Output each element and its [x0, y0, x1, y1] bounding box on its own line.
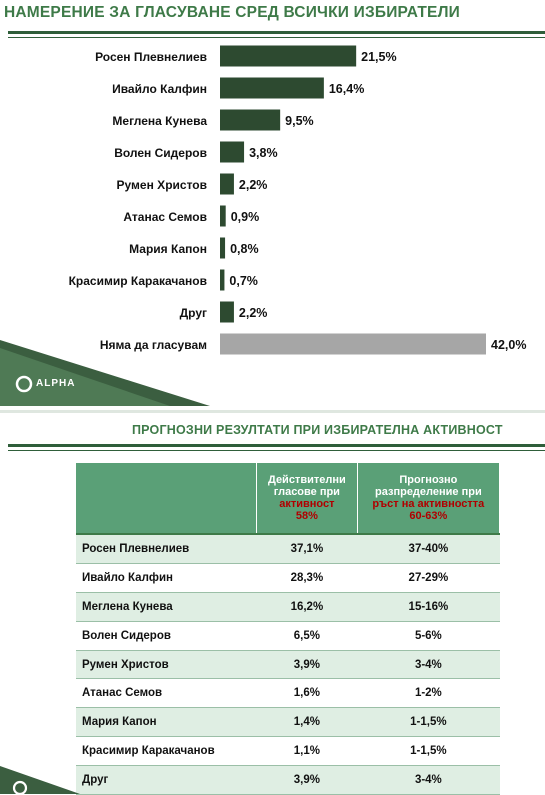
row-actual: 16,2% [257, 592, 358, 621]
value-label: 9,5% [285, 114, 314, 128]
value-label: 0,9% [230, 210, 260, 224]
header-actual [257, 463, 358, 534]
header-forecast [357, 463, 499, 534]
row-forecast: 27-29% [357, 563, 499, 592]
header-empty-cell [76, 463, 257, 534]
header-forecast-line4: 60-63% [409, 510, 448, 522]
row-forecast: 1-2% [357, 679, 499, 708]
row-actual: 6,5% [257, 621, 358, 650]
header-forecast-line1: Прогнозно [399, 474, 458, 486]
title-divider-thick [8, 31, 545, 34]
bar [220, 46, 356, 67]
bar [220, 206, 226, 227]
table-row [76, 708, 500, 737]
table-row [76, 737, 500, 766]
table-row [76, 563, 500, 592]
row-forecast: 3-4% [357, 650, 499, 679]
value-label: 2,2% [238, 178, 268, 192]
table-header-row [76, 463, 500, 534]
value-label: 2,2% [238, 306, 268, 320]
bar [220, 78, 324, 99]
row-forecast: 1-1,5% [357, 708, 499, 737]
bar [220, 142, 244, 163]
section-divider-thick [0, 410, 545, 413]
category-label: Волен Сидеров [114, 146, 207, 160]
row-actual: 37,1% [257, 534, 358, 563]
row-forecast: 5-6% [357, 621, 499, 650]
row-name: Атанас Семов [76, 679, 257, 708]
logo-text: ALPHA [36, 378, 76, 389]
forecast-divider-thin [8, 450, 545, 451]
row-name: Меглена Кунева [76, 592, 257, 621]
row-actual: 28,3% [257, 563, 358, 592]
value-label: 3,8% [249, 146, 278, 160]
bar [220, 302, 234, 323]
row-actual: 3,9% [257, 766, 358, 795]
value-label: 42,0% [491, 338, 527, 352]
chart-title: НАМЕРЕНИЕ ЗА ГЛАСУВАНЕ СРЕД ВСИЧКИ ИЗБИРАТЕЛИ [4, 4, 460, 21]
table-row [76, 621, 500, 650]
table-row [76, 650, 500, 679]
row-name: Мария Капон [76, 708, 257, 737]
header-actual-line4: 58% [295, 510, 318, 522]
vote-intention-chart [0, 40, 545, 370]
row-forecast: 3-4% [357, 766, 499, 795]
table-row [76, 766, 500, 795]
category-label: Атанас Семов [123, 210, 207, 224]
category-label: Мария Капон [129, 242, 207, 256]
row-name: Друг [76, 766, 257, 795]
category-label: Росен Плевнелиев [95, 50, 207, 64]
bar [220, 238, 225, 259]
row-name: Красимир Каракачанов [76, 737, 257, 766]
forecast-table [76, 463, 500, 795]
table-row [76, 534, 500, 563]
header-forecast-line3: ръст на активността [372, 498, 485, 510]
bar [220, 110, 280, 131]
forecast-title: ПРОГНОЗНИ РЕЗУЛТАТИ ПРИ ИЗБИРАТЕЛНА АКТИВНОСТ [132, 423, 503, 437]
header-actual-line2: гласове при [273, 486, 340, 498]
row-forecast: 37-40% [357, 534, 499, 563]
row-name: Волен Сидеров [76, 621, 257, 650]
alpha-logo-top [0, 340, 210, 406]
value-label: 21,5% [361, 50, 397, 64]
row-actual: 1,6% [257, 679, 358, 708]
row-actual: 3,9% [257, 650, 358, 679]
row-forecast: 1-1,5% [357, 737, 499, 766]
category-label: Красимир Каракачанов [68, 274, 207, 288]
category-label: Румен Христов [116, 178, 207, 192]
title-divider-thin [8, 37, 545, 38]
bar [220, 334, 486, 355]
row-actual: 1,1% [257, 737, 358, 766]
bar [220, 270, 224, 291]
forecast-divider-thick [8, 444, 545, 447]
category-label: Друг [179, 306, 207, 320]
value-label: 0,8% [230, 242, 259, 256]
category-label: Ивайло Калфин [112, 82, 207, 96]
header-forecast-line2: разпределение при [375, 486, 482, 498]
header-actual-line1: Действителни [267, 474, 346, 486]
row-name: Румен Христов [76, 650, 257, 679]
value-label: 16,4% [328, 82, 365, 96]
bar [220, 174, 234, 195]
category-label: Няма да гласувам [99, 338, 207, 352]
table-row [76, 679, 500, 708]
alpha-logo-bottom [0, 760, 80, 794]
category-label: Меглена Кунева [112, 114, 207, 128]
header-actual-line3: активност [279, 498, 335, 510]
value-label: 0,7% [229, 274, 258, 288]
row-actual: 1,4% [257, 708, 358, 737]
row-name: Ивайло Калфин [76, 563, 257, 592]
row-name: Росен Плевнелиев [76, 534, 257, 563]
row-forecast: 15-16% [357, 592, 499, 621]
table-row [76, 592, 500, 621]
